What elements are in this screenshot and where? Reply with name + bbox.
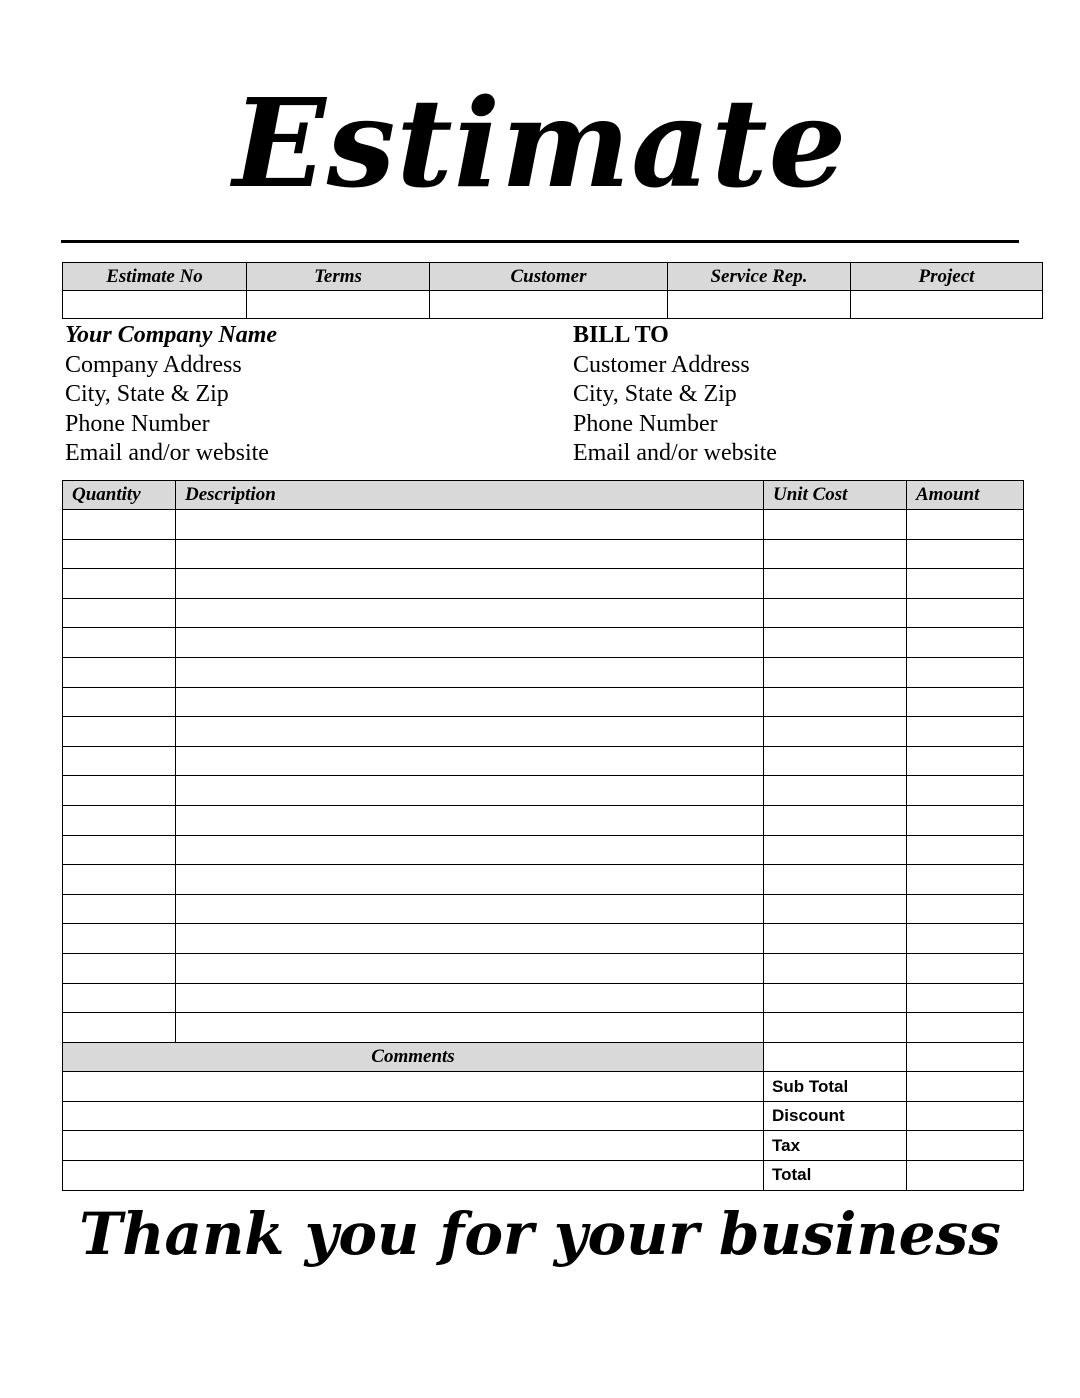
customer-phone: Phone Number xyxy=(573,410,718,437)
quantity-cell[interactable] xyxy=(63,598,176,628)
unit-cost-cell[interactable] xyxy=(764,983,907,1013)
customer-header: Customer xyxy=(430,263,668,291)
bill-to-heading: BILL TO xyxy=(573,322,669,348)
description-cell[interactable] xyxy=(176,717,764,747)
quantity-cell[interactable] xyxy=(63,894,176,924)
discount-label: Discount xyxy=(764,1101,907,1131)
unit-cost-cell[interactable] xyxy=(764,598,907,628)
line-items-table xyxy=(62,480,1024,1191)
table-row xyxy=(63,805,1024,835)
terms-header: Terms xyxy=(247,263,430,291)
thank-you-footer: Thank you for your business xyxy=(79,1200,1001,1268)
discount-value[interactable] xyxy=(907,1101,1024,1131)
amount-cell[interactable] xyxy=(907,539,1024,569)
description-cell[interactable] xyxy=(176,894,764,924)
description-cell[interactable] xyxy=(176,657,764,687)
unit-cost-header: Unit Cost xyxy=(764,481,907,510)
description-cell[interactable] xyxy=(176,953,764,983)
table-row xyxy=(63,657,1024,687)
amount-header: Amount xyxy=(907,481,1024,510)
unit-cost-cell[interactable] xyxy=(764,746,907,776)
estimate-info-table xyxy=(62,262,1043,319)
description-cell[interactable] xyxy=(176,598,764,628)
quantity-cell[interactable] xyxy=(63,1013,176,1043)
quantity-cell[interactable] xyxy=(63,835,176,865)
unit-cost-cell[interactable] xyxy=(764,924,907,954)
amount-cell[interactable] xyxy=(907,598,1024,628)
table-row xyxy=(63,628,1024,658)
company-address: Company Address xyxy=(65,351,242,378)
unit-cost-cell[interactable] xyxy=(764,510,907,540)
tax-label: Tax xyxy=(764,1131,907,1161)
amount-cell[interactable] xyxy=(907,1013,1024,1043)
unit-cost-cell[interactable] xyxy=(764,894,907,924)
company-email: Email and/or website xyxy=(65,440,269,466)
total-value[interactable] xyxy=(907,1161,1024,1191)
summary-spacer-label xyxy=(764,1042,907,1072)
comments-line[interactable] xyxy=(63,1072,764,1102)
description-cell[interactable] xyxy=(176,924,764,954)
summary-spacer-value xyxy=(907,1042,1024,1072)
customer-email: Email and/or website xyxy=(573,440,777,466)
unit-cost-cell[interactable] xyxy=(764,687,907,717)
quantity-cell[interactable] xyxy=(63,569,176,599)
unit-cost-cell[interactable] xyxy=(764,628,907,658)
amount-cell[interactable] xyxy=(907,894,1024,924)
table-row xyxy=(63,1013,1024,1043)
amount-cell[interactable] xyxy=(907,569,1024,599)
customer-field[interactable] xyxy=(430,291,668,319)
amount-cell[interactable] xyxy=(907,687,1024,717)
service-rep-field[interactable] xyxy=(668,291,851,319)
tax-value[interactable] xyxy=(907,1131,1024,1161)
company-city: City, State & Zip xyxy=(65,381,229,407)
table-row xyxy=(63,835,1024,865)
comments-header: Comments xyxy=(63,1042,764,1072)
quantity-cell[interactable] xyxy=(63,924,176,954)
table-row xyxy=(63,569,1024,599)
table-row xyxy=(63,953,1024,983)
unit-cost-cell[interactable] xyxy=(764,776,907,806)
description-cell[interactable] xyxy=(176,539,764,569)
description-cell[interactable] xyxy=(176,805,764,835)
unit-cost-cell[interactable] xyxy=(764,569,907,599)
company-name: Your Company Name xyxy=(65,322,278,348)
quantity-cell[interactable] xyxy=(63,865,176,895)
amount-cell[interactable] xyxy=(907,924,1024,954)
unit-cost-cell[interactable] xyxy=(764,717,907,747)
amount-cell[interactable] xyxy=(907,805,1024,835)
quantity-cell[interactable] xyxy=(63,628,176,658)
description-cell[interactable] xyxy=(176,569,764,599)
description-cell[interactable] xyxy=(176,1013,764,1043)
quantity-header: Quantity xyxy=(63,481,176,510)
table-row xyxy=(63,598,1024,628)
amount-cell[interactable] xyxy=(907,835,1024,865)
quantity-cell[interactable] xyxy=(63,510,176,540)
amount-cell[interactable] xyxy=(907,776,1024,806)
amount-cell[interactable] xyxy=(907,983,1024,1013)
description-cell[interactable] xyxy=(176,746,764,776)
bill-to-block xyxy=(573,321,777,469)
unit-cost-cell[interactable] xyxy=(764,865,907,895)
quantity-cell[interactable] xyxy=(63,657,176,687)
quantity-cell[interactable] xyxy=(63,983,176,1013)
description-cell[interactable] xyxy=(176,835,764,865)
quantity-cell[interactable] xyxy=(63,687,176,717)
amount-cell[interactable] xyxy=(907,865,1024,895)
amount-cell[interactable] xyxy=(907,657,1024,687)
estimate-no-field[interactable] xyxy=(63,291,247,319)
description-cell[interactable] xyxy=(176,865,764,895)
comments-line[interactable] xyxy=(63,1101,764,1131)
unit-cost-cell[interactable] xyxy=(764,657,907,687)
amount-cell[interactable] xyxy=(907,717,1024,747)
quantity-cell[interactable] xyxy=(63,539,176,569)
table-row xyxy=(63,510,1024,540)
company-phone: Phone Number xyxy=(65,410,210,437)
table-row xyxy=(63,924,1024,954)
comments-line[interactable] xyxy=(63,1161,764,1191)
project-header: Project xyxy=(851,263,1043,291)
table-row xyxy=(63,776,1024,806)
service-rep-header: Service Rep. xyxy=(668,263,851,291)
customer-city: City, State & Zip xyxy=(573,381,737,407)
amount-cell[interactable] xyxy=(907,953,1024,983)
unit-cost-cell[interactable] xyxy=(764,805,907,835)
description-cell[interactable] xyxy=(176,510,764,540)
unit-cost-cell[interactable] xyxy=(764,953,907,983)
customer-address: Customer Address xyxy=(573,351,750,378)
quantity-cell[interactable] xyxy=(63,776,176,806)
table-row xyxy=(63,539,1024,569)
description-cell[interactable] xyxy=(176,983,764,1013)
amount-cell[interactable] xyxy=(907,746,1024,776)
table-row xyxy=(63,746,1024,776)
estimate-no-header: Estimate No xyxy=(63,263,247,291)
table-row xyxy=(63,865,1024,895)
quantity-cell[interactable] xyxy=(63,746,176,776)
total-label: Total xyxy=(764,1161,907,1191)
table-row xyxy=(63,894,1024,924)
quantity-cell[interactable] xyxy=(63,717,176,747)
title-divider xyxy=(61,240,1019,243)
table-row xyxy=(63,717,1024,747)
unit-cost-cell[interactable] xyxy=(764,1013,907,1043)
subtotal-value[interactable] xyxy=(907,1072,1024,1102)
unit-cost-cell[interactable] xyxy=(764,835,907,865)
description-header: Description xyxy=(176,481,764,510)
table-row xyxy=(63,687,1024,717)
project-field[interactable] xyxy=(851,291,1043,319)
description-cell[interactable] xyxy=(176,628,764,658)
quantity-cell[interactable] xyxy=(63,805,176,835)
quantity-cell[interactable] xyxy=(63,953,176,983)
comments-line[interactable] xyxy=(63,1131,764,1161)
amount-cell[interactable] xyxy=(907,510,1024,540)
terms-field[interactable] xyxy=(247,291,430,319)
description-cell[interactable] xyxy=(176,687,764,717)
document-title: Estimate xyxy=(232,71,848,215)
amount-cell[interactable] xyxy=(907,628,1024,658)
table-row xyxy=(63,983,1024,1013)
description-cell[interactable] xyxy=(176,776,764,806)
subtotal-label: Sub Total xyxy=(764,1072,907,1102)
unit-cost-cell[interactable] xyxy=(764,539,907,569)
company-block xyxy=(65,321,277,469)
